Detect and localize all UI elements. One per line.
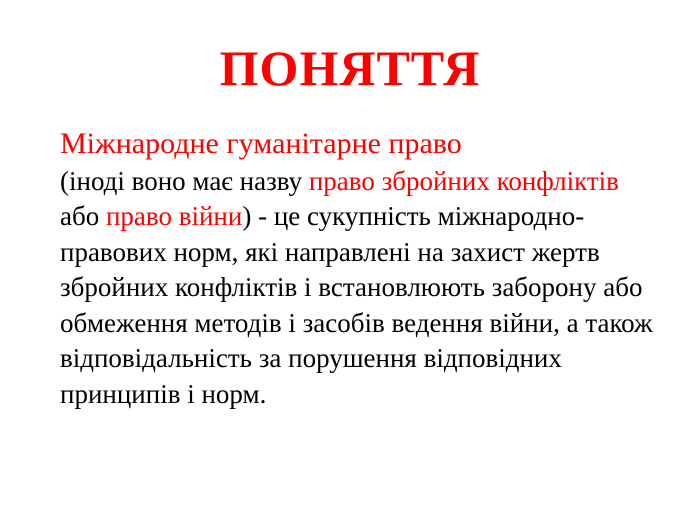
body-segment-highlight-1: право збройних конфліктів [308,165,619,196]
body-segment-highlight-2: право війни [105,201,243,231]
body-segment-1: (іноді воно має назву [60,165,309,196]
body-segment-2: або [60,201,106,231]
body-lead-line: Міжнародне гуманітарне право [60,127,462,160]
body-segment-3: ) - це сукупність міжнародно-правових норм, які направлені на захист жертв збройних конфліктів і встановлюють заборону або обмеження методів і засобів ведення війни, а також відповідальність за порушення відповідних принципів і норм. [60,201,653,409]
page-title: ПОНЯТТЯ [219,40,481,96]
slide-body-text [60,126,660,412]
body-paragraph [60,164,660,413]
